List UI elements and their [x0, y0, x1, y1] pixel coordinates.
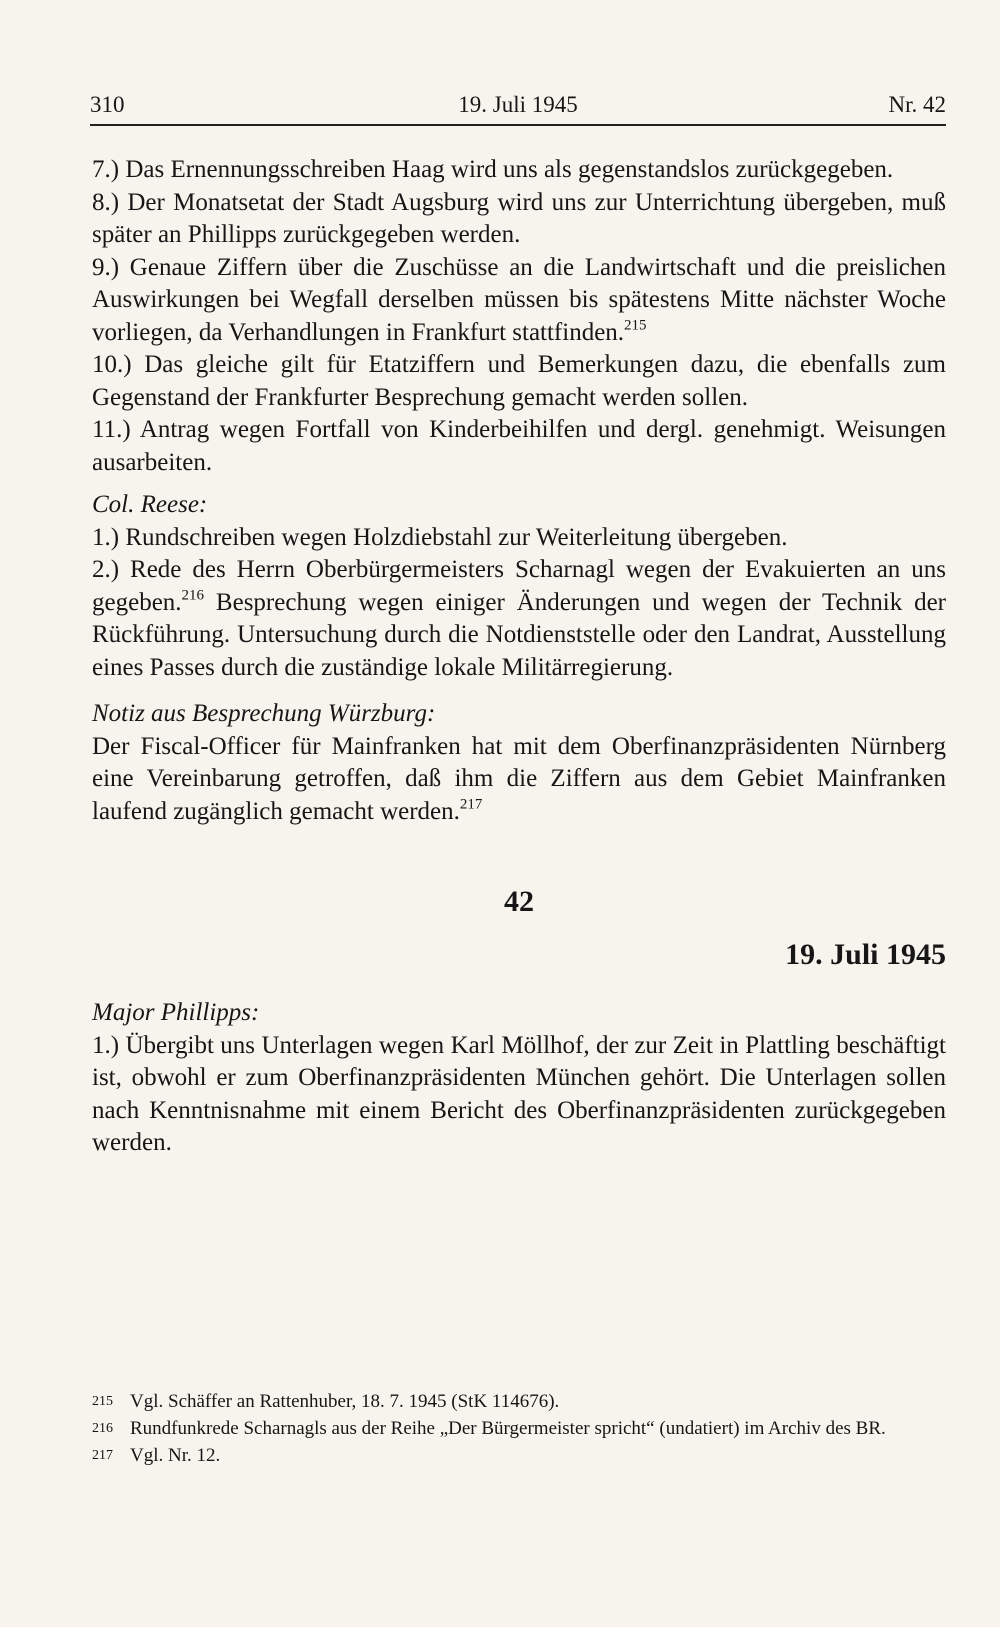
- list-item-text: 8.) Der Monatsetat der Stadt Augsburg wird uns zur Unterrichtung übergeben, muß später an Phillipps zurückgegeben werden.: [92, 188, 946, 248]
- footnote-ref-217: 217: [459, 796, 483, 812]
- document-reference: Nr. 42: [888, 92, 946, 117]
- notiz-text-body: Der Fiscal-Officer für Mainfranken hat mit dem Oberfinanzpräsidenten Nürnberg eine Vereinbarung getroffen, daß ihm die Ziffern aus dem Gebiet Mainfranken laufend zugänglich gemacht werden.: [92, 732, 946, 825]
- list-item-text: 7.) Das Ernennungsschreiben Haag wird uns als gegenstandslos zurückgegeben.: [92, 156, 894, 183]
- footnote-number: 216: [92, 1421, 113, 1436]
- document-date: 19. Juli 1945: [785, 937, 946, 971]
- speaker-phillipps: Major Phillipps:: [92, 999, 260, 1026]
- footnote-ref-216: 216: [181, 587, 205, 603]
- footnote: [92, 1444, 946, 1468]
- footnote-number: 217: [92, 1448, 113, 1463]
- reese-item-2-text: 2.) Rede des Herrn Oberbürgermeisters Scharnagl wegen der Evakuierten an uns gegeben.: [92, 556, 946, 616]
- page-header: [90, 88, 946, 126]
- phillipps-item-1: 1.) Übergibt uns Unterlagen wegen Karl Möllhof, der zur Zeit in Plattling beschäftigt ist, obwohl er zum Oberfinanzpräsidenten München gehört. Die Unterlagen sollen nach Kenntnisnahme mit einem Bericht des Oberfinanzpräsidenten zurückgegeben werden.: [92, 1031, 946, 1156]
- notiz-text: [92, 731, 946, 829]
- reese-item-2-text-cont: Besprechung wegen einiger Änderungen und wegen der Technik der Rückführung. Untersuchung durch die Notdienststelle oder den Landrat, Ausstellung eines Passes durch die zuständige lokale Militärregierung.: [92, 588, 946, 681]
- list-item: [92, 154, 946, 187]
- reese-item-2: [92, 554, 946, 684]
- list-item: [92, 187, 946, 252]
- footnotes: [92, 1390, 946, 1471]
- footnote: [92, 1417, 946, 1441]
- footnote: [92, 1390, 946, 1414]
- item-list: [92, 154, 946, 479]
- document-body: [92, 154, 946, 1160]
- footnote-text: Rundfunkrede Scharnagls aus der Reihe „Der Bürgermeister spricht“ (undatiert) im Archiv des BR.: [130, 1418, 886, 1439]
- list-item-text: 10.) Das gleiche gilt für Etatziffern und Bemerkungen dazu, die ebenfalls zum Gegenstand der Frankfurter Besprechung gemacht werden sollen.: [92, 351, 946, 411]
- footnote-text: Vgl. Schäffer an Rattenhuber, 18. 7. 1945 (StK 114676).: [130, 1391, 560, 1412]
- header-date: 19. Juli 1945: [458, 92, 578, 117]
- page-number: 310: [90, 92, 125, 117]
- footnote-number: 215: [92, 1394, 113, 1409]
- list-item: [92, 349, 946, 414]
- speaker-reese: Col. Reese:: [92, 491, 208, 518]
- footnote-text: Vgl. Nr. 12.: [130, 1445, 221, 1466]
- list-item-text: 9.) Genaue Ziffern über die Zuschüsse an die Landwirtschaft und die preislichen Auswirkungen bei Wegfall derselben müssen bis spätestens Mitte nächster Woche vorliegen, da Verhandlungen in Frankfurt stattfinden.: [92, 253, 946, 346]
- list-item: [92, 414, 946, 479]
- list-item-text: 11.) Antrag wegen Fortfall von Kinderbeihilfen und dergl. genehmigt. Weisungen ausarbeiten.: [92, 416, 946, 476]
- reese-item-1: 1.) Rundschreiben wegen Holzdiebstahl zur Weiterleitung übergeben.: [92, 523, 788, 551]
- list-item: [92, 252, 946, 350]
- footnote-ref: 215: [624, 317, 647, 333]
- notiz-heading: Notiz aus Besprechung Würzburg:: [92, 700, 436, 727]
- document-number: 42: [504, 885, 534, 918]
